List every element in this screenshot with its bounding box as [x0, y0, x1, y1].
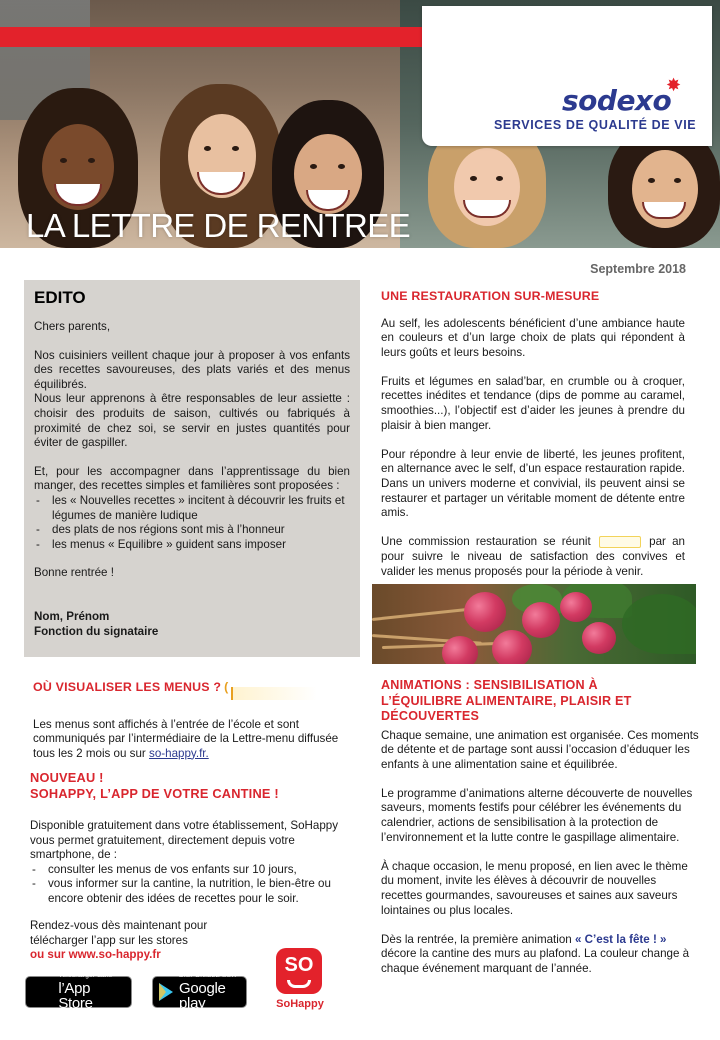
animations-paragraph-1: Chaque semaine, une animation est organisée. Ces moments de détente et de partage sont aussi l’occasion d’éduquer les enfants à une alimentation saine et équilibrée. [381, 728, 699, 771]
signatory-role: Fonction du signataire [34, 624, 159, 638]
sohappy-label: SoHappy [276, 998, 324, 1010]
section-title: UNE RESTAURATION SUR-MESURE [381, 289, 600, 303]
menus-text: Les menus sont affichés à l’entrée de l’école et sont communiqués par l’intermédiaire de la Lettre-menu diffusée tous les 2 mois ou sur [33, 717, 339, 760]
sohappy-features [30, 863, 350, 907]
page-title: LA LETTRE DE RENTREE [26, 207, 411, 244]
issue-date: Septembre 2018 [590, 262, 686, 276]
animations-paragraph-4: Dès la rentrée, la première animation « C’est la fête ! » décore la cantine des murs au plafond. La couleur change à chaque événement marquant de l’année. [381, 932, 690, 975]
list-item: - vous informer sur la cantine, la nutrition, le bien-être ou encore obtenir des idées de recettes pour le soir. [30, 877, 350, 906]
event-name: « C’est la fête ! » [574, 932, 667, 946]
edito-paragraph-1: Nos cuisiniers veillent chaque jour à proposer à vos enfants des recettes savoureuses, des plats variés et des menus équilibrés. [34, 348, 350, 391]
radish-photo [372, 584, 696, 664]
edito-paragraph-2: Nous leur apprenons à être responsables de leur assiette : choisir des produits de saison, cultivés ou fabriqués à proximité de chez soi, se servir en justes quantités pour éviter de gaspiller. [34, 392, 350, 450]
list-item: - les menus « Equilibre » guident sans imposer [34, 538, 350, 553]
section-title: SOHAPPY, L’APP DE VOTRE CANTINE ! [30, 785, 279, 801]
sodexo-logo-text: sodexo [562, 84, 672, 117]
restauration-paragraph-4: Une commission restauration se réunit par an pour suivre le niveau de satisfaction des convives et valider les menus proposés pour la période à venir. [381, 535, 685, 578]
menus-section: OÙ VISUALISER LES MENUS ? ( Les menus sont affichés à l’entrée de l’école et sont communiqués par l’intermédiaire de la Lettre-menu diffusée tous les 2 mois ou sur so-happy.fr. [33, 680, 339, 760]
restauration-section [381, 289, 685, 594]
sohappy-intro: Disponible gratuitement dans votre établissement, SoHappy vous permet gratuitement, directement depuis votre smartphone, de : [30, 819, 339, 862]
placeholder-highlight [599, 536, 641, 548]
app-store-badge[interactable]: Télécharger dans l’App Store [25, 976, 132, 1008]
sodexo-logo-card [422, 6, 712, 146]
restauration-paragraph-2: Fruits et légumes en salad’bar, en crumble ou à croquer, recettes inédites et tendance (dips de pomme au caramel, smoothies...), l’objectif est d’aider les jeunes à prendre du plaisir à bien manger. [381, 374, 685, 432]
section-title: ANIMATIONS : SENSIBILISATION À L’ÉQUILIBRE ALIMENTAIRE, PLAISIR ET DÉCOUVERTES [381, 678, 632, 723]
so-happy-link[interactable]: so-happy.fr. [149, 746, 209, 760]
section-title: OÙ VISUALISER LES MENUS ? [33, 680, 222, 694]
animations-section [381, 678, 699, 991]
list-item: - les « Nouvelles recettes » incitent à découvrir les fruits et légumes de manière ludique [34, 494, 350, 523]
google-play-badge[interactable]: DISPONIBLE SUR Google play [152, 976, 247, 1008]
restauration-paragraph-3: Pour répondre à leur envie de liberté, les jeunes profitent, en alternance avec le self, d’un espace restauration rapide. Dans un univers moderne et convivial, ils peuvent ainsi se restaurer et partager un véritable moment de détente entre amis. [381, 447, 685, 520]
logo-tagline: SERVICES DE QUALITÉ DE VIE [494, 118, 697, 132]
edito-paragraph-3: Et, pour les accompagner dans l’apprentissage du bien manger, des recettes simples et familières sont proposées : [34, 464, 350, 493]
sohappy-app-icon[interactable]: SO [276, 948, 322, 994]
star-icon: ✸ [666, 75, 682, 95]
edito-heading: EDITO [34, 288, 86, 307]
edito-list [34, 494, 350, 552]
signatory-name: Nom, Prénom [34, 609, 110, 623]
sohappy-section [30, 770, 350, 907]
edito-box [24, 280, 360, 657]
list-item: - consulter les menus de vos enfants sur 10 jours, [30, 863, 350, 878]
so-happy-url[interactable]: ou sur www.so-happy.fr [30, 948, 161, 962]
section-title: NOUVEAU ! [30, 770, 104, 785]
edito-greeting: Chers parents, [34, 320, 111, 333]
placeholder-highlight [231, 687, 317, 700]
list-item: - des plats de nos régions sont mis à l’honneur [34, 523, 350, 538]
download-call-to-action: Rendez-vous dès maintenant pour télécharger l’app sur les stores ou sur www.so-happy.fr [30, 919, 350, 963]
edito-closing: Bonne rentrée ! [34, 566, 114, 580]
animations-paragraph-3: À chaque occasion, le menu proposé, en lien avec le thème du moment, invite les élèves à découvrir de nouvelles recettes gourmandes, savoureuses et saines aux saveurs lointaines ou plus locales. [381, 859, 688, 917]
animations-paragraph-2: Le programme d’animations alterne découverte de nouvelles saveurs, moments festifs pour célébrer les événements du calendrier, actions de sensibilisation à la protection de l’environnement et la lutte contre le gaspillage alimentaire. [381, 786, 693, 844]
hero-photo [0, 0, 720, 248]
google-play-icon [159, 983, 173, 1001]
restauration-paragraph-1: Au self, les adolescents bénéficient d’une ambiance haute en couleurs et d’un large choix de plats qui répondent à leurs goûts et leurs besoins. [381, 316, 685, 359]
